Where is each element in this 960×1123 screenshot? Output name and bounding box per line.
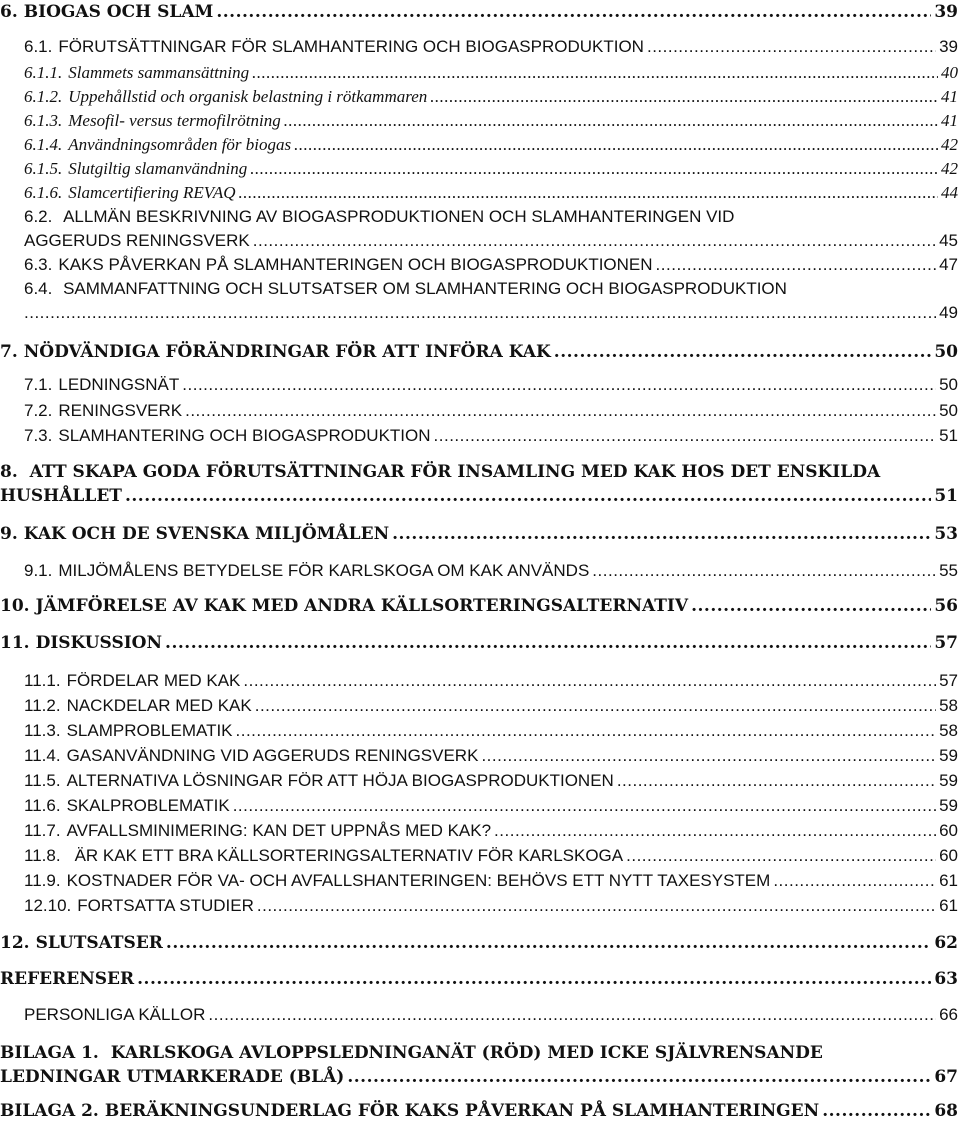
toc-number: 11. — [0, 633, 30, 653]
dot-leader — [253, 231, 936, 251]
toc-entry-6-1-6[interactable] — [24, 183, 960, 203]
toc-entry-6-1[interactable] — [24, 37, 960, 57]
toc-page-number: 41 — [941, 87, 958, 106]
dot-leader — [233, 796, 936, 816]
toc-entry-personal-sources[interactable] — [24, 1005, 960, 1025]
toc-page-number: 62 — [934, 933, 958, 953]
dot-leader — [24, 303, 936, 323]
toc-page-number: 58 — [939, 721, 958, 740]
toc-number: 6.2. — [24, 207, 53, 226]
toc-entry-12-10[interactable] — [24, 896, 960, 916]
toc-page-number: 57 — [939, 671, 958, 690]
dot-leader — [255, 696, 936, 716]
toc-number: 11.8. — [24, 846, 61, 865]
dot-leader — [626, 846, 936, 866]
toc-title: FÖRUTSÄTTNINGAR FÖR SLAMHANTERING OCH BIOGASPRODUKTION — [58, 37, 644, 56]
dot-leader — [243, 671, 936, 691]
toc-entry-appendix-2[interactable] — [0, 1101, 960, 1121]
toc-entry-references[interactable] — [0, 969, 960, 989]
toc-entry-6-3[interactable] — [24, 255, 960, 275]
toc-entry-chapter-6[interactable] — [0, 2, 960, 22]
toc-entry-9-1[interactable] — [24, 561, 960, 581]
toc-title: MILJÖMÅLENS BETYDELSE FÖR KARLSKOGA OM KAK ANVÄNDS — [58, 561, 590, 580]
toc-entry-7-1[interactable] — [24, 375, 960, 395]
dot-leader — [252, 63, 938, 83]
dot-leader — [554, 342, 932, 362]
toc-title: Uppehållstid och organisk belastning i rötkammaren — [68, 87, 428, 106]
toc-page-number: 66 — [939, 1005, 958, 1024]
toc-number: 11.7. — [24, 821, 61, 840]
dot-leader — [137, 969, 931, 989]
toc-title: FORTSATTA STUDIER — [77, 896, 254, 915]
toc-entry-11-6[interactable] — [24, 796, 960, 816]
toc-title: NÖDVÄNDIGA FÖRÄNDRINGAR FÖR ATT INFÖRA KAK — [23, 342, 551, 362]
toc-entry-6-1-4[interactable] — [24, 135, 960, 155]
toc-entry-6-1-3[interactable] — [24, 111, 960, 131]
toc-entry-11-3[interactable] — [24, 721, 960, 741]
toc-title: PERSONLIGA KÄLLOR — [24, 1005, 206, 1024]
toc-page-number: 58 — [939, 696, 958, 715]
toc-number: 6.1.4. — [24, 135, 63, 154]
toc-title: JÄMFÖRELSE AV KAK MED ANDRA KÄLLSORTERINGSALTERNATIV — [35, 596, 689, 616]
toc-title: KOSTNADER FÖR VA- OCH AVFALLSHANTERINGEN: BEHÖVS ETT NYTT TAXESYSTEM — [66, 871, 771, 890]
toc-number: 6.1. — [24, 37, 53, 56]
toc-entry-chapter-11[interactable] — [0, 633, 960, 653]
toc-page-number: 39 — [939, 37, 958, 56]
toc-title: NACKDELAR MED KAK — [66, 696, 252, 715]
toc-page-number: 57 — [934, 633, 958, 653]
toc-title: Slutgiltig slamanvändning — [68, 159, 248, 178]
toc-number: 12. — [0, 933, 30, 953]
dot-leader — [257, 896, 936, 916]
toc-page-number: 59 — [939, 771, 958, 790]
toc-title: GASANVÄNDNING VID AGGERUDS RENINGSVERK — [66, 746, 479, 765]
toc-page-number: 41 — [941, 111, 958, 130]
toc-number: 11.9. — [24, 871, 61, 890]
toc-page-number: 60 — [939, 821, 958, 840]
dot-leader — [392, 524, 931, 544]
toc-entry-chapter-10[interactable] — [0, 596, 960, 616]
toc-title: HUSHÅLLET — [0, 486, 122, 506]
toc-page-number: 42 — [941, 159, 958, 178]
toc-title: DISKUSSION — [35, 633, 163, 653]
toc-title: LEDNINGSNÄT — [58, 375, 180, 394]
toc-title: AVFALLSMINIMERING: KAN DET UPPNÅS MED KAK? — [66, 821, 492, 840]
toc-page-number: 42 — [941, 135, 958, 154]
dot-leader — [347, 1067, 931, 1087]
toc-number: 6.4. — [24, 279, 53, 298]
toc-number: 11.3. — [24, 721, 61, 740]
toc-number: 6.1.6. — [24, 183, 63, 202]
toc-title-line1: KARLSKOGA AVLOPPSLEDNINGANÄT (RÖD) MED ICKE SJÄLVRENSANDE — [110, 1043, 823, 1063]
toc-title: ALTERNATIVA LÖSNINGAR FÖR ATT HÖJA BIOGASPRODUKTIONEN — [66, 771, 614, 790]
toc-title: SLAMPROBLEMATIK — [66, 721, 233, 740]
toc-page-number: 51 — [934, 486, 958, 506]
toc-entry-6-1-2[interactable] — [24, 87, 960, 107]
toc-title: REFERENSER — [0, 969, 135, 989]
toc-number: 11.1. — [24, 671, 61, 690]
toc-number: 12.10. — [24, 896, 72, 915]
toc-number: BILAGA 1. — [0, 1043, 99, 1063]
dot-leader — [250, 159, 938, 179]
toc-title: LEDNINGAR UTMARKERADE (BLÅ) — [0, 1067, 345, 1087]
toc-number: 7. — [0, 342, 18, 362]
dot-leader — [430, 87, 938, 107]
toc-number: 7.1. — [24, 375, 53, 394]
toc-title: Användningsområden för biogas — [68, 135, 292, 154]
toc-number: 11.4. — [24, 746, 61, 765]
toc-title: Slamcertifiering REVAQ — [68, 183, 236, 202]
toc-entry-chapter-12[interactable] — [0, 933, 960, 953]
toc-entry-11-5[interactable] — [24, 771, 960, 791]
toc-title: ÄR KAK ETT BRA KÄLLSORTERINGSALTERNATIV FÖR KARLSKOGA — [74, 846, 624, 865]
toc-page-number: 50 — [934, 342, 958, 362]
toc-entry-6-2-line1[interactable] — [24, 207, 960, 227]
toc-entry-chapter-8-line1[interactable] — [0, 462, 960, 482]
toc-title: Slammets sammansättning — [68, 63, 250, 82]
toc-page-number: 59 — [939, 746, 958, 765]
dot-leader — [294, 135, 938, 155]
toc-page-number: 63 — [934, 969, 958, 989]
toc-entry-6-2[interactable] — [24, 231, 960, 251]
dot-leader — [822, 1101, 931, 1121]
toc-page-number: 51 — [939, 426, 958, 445]
toc-number: BILAGA 2. — [0, 1101, 99, 1121]
toc-number: 6. — [0, 2, 18, 22]
toc-title-line1: ALLMÄN BESKRIVNING AV BIOGASPRODUKTIONEN OCH SLAMHANTERINGEN VID — [63, 207, 735, 226]
toc-entry-11-8[interactable] — [24, 846, 960, 866]
toc-page-number: 45 — [939, 231, 958, 250]
toc-title: BERÄKNINGSUNDERLAG FÖR KAKS PÅVERKAN PÅ SLAMHANTERINGEN — [104, 1101, 820, 1121]
toc-title: BIOGAS OCH SLAM — [23, 2, 214, 22]
toc-entry-chapter-8[interactable] — [0, 486, 960, 506]
dot-leader — [216, 2, 931, 22]
dot-leader — [165, 633, 931, 653]
toc-page-number: 50 — [939, 375, 958, 394]
toc-number: 9. — [0, 524, 18, 544]
dot-leader — [592, 561, 936, 581]
toc-entry-6-1-5[interactable] — [24, 159, 960, 179]
toc-entry-7-3[interactable] — [24, 426, 960, 446]
dot-leader — [185, 401, 936, 421]
toc-page-number: 61 — [939, 871, 958, 890]
toc-number: 7.2. — [24, 401, 53, 420]
toc-page-number: 44 — [941, 183, 958, 202]
toc-number: 7.3. — [24, 426, 53, 445]
toc-title: Mesofil- versus termofilrötning — [68, 111, 281, 130]
dot-leader — [125, 486, 931, 506]
toc-page-number: 40 — [941, 63, 958, 82]
dot-leader — [494, 821, 936, 841]
dot-leader — [166, 933, 931, 953]
toc-entry-appendix-1-line1[interactable] — [0, 1043, 960, 1063]
toc-title: RENINGSVERK — [58, 401, 183, 420]
toc-page-number: 60 — [939, 846, 958, 865]
toc-entry-6-1-1[interactable] — [24, 63, 960, 83]
toc-entry-11-9[interactable] — [24, 871, 960, 891]
toc-number: 9.1. — [24, 561, 53, 580]
dot-leader — [182, 375, 936, 395]
toc-entry-6-4[interactable] — [24, 303, 960, 323]
dot-leader — [656, 255, 937, 275]
toc-page-number: 49 — [939, 303, 958, 322]
toc-number: 6.1.2. — [24, 87, 63, 106]
toc-title: SKALPROBLEMATIK — [66, 796, 230, 815]
dot-leader — [691, 596, 931, 616]
dot-leader — [617, 771, 936, 791]
toc-title: SLUTSATSER — [35, 933, 163, 953]
toc-number: 8. — [0, 462, 18, 482]
dot-leader — [481, 746, 936, 766]
toc-number: 11.6. — [24, 796, 61, 815]
toc-title-line1: ATT SKAPA GODA FÖRUTSÄTTNINGAR FÖR INSAMLING MED KAK HOS DET ENSKILDA — [29, 462, 881, 482]
toc-page-number: 53 — [934, 524, 958, 544]
toc-entry-appendix-1[interactable] — [0, 1067, 960, 1087]
toc-title: FÖRDELAR MED KAK — [66, 671, 241, 690]
toc-number: 10. — [0, 596, 30, 616]
toc-entry-6-4-line1[interactable] — [24, 279, 960, 299]
toc-page-number: 55 — [939, 561, 958, 580]
toc-entry-11-7[interactable] — [24, 821, 960, 841]
dot-leader — [284, 111, 938, 131]
toc-page-number: 61 — [939, 896, 958, 915]
dot-leader — [647, 37, 936, 57]
toc-title: AGGERUDS RENINGSVERK — [24, 231, 250, 250]
toc-number: 11.2. — [24, 696, 61, 715]
toc-page-number: 59 — [939, 796, 958, 815]
toc-title: SLAMHANTERING OCH BIOGASPRODUKTION — [58, 426, 431, 445]
toc-title: KAKS PÅVERKAN PÅ SLAMHANTERINGEN OCH BIOGASPRODUKTIONEN — [58, 255, 653, 274]
toc-entry-7-2[interactable] — [24, 401, 960, 421]
toc-number: 6.1.1. — [24, 63, 63, 82]
toc-number: 11.5. — [24, 771, 61, 790]
dot-leader — [236, 721, 937, 741]
toc-page-number: 47 — [939, 255, 958, 274]
toc-page-number: 67 — [934, 1067, 958, 1087]
toc-page-number: 39 — [934, 2, 958, 22]
dot-leader — [773, 871, 936, 891]
toc-entry-11-2[interactable] — [24, 696, 960, 716]
toc-page-number: 68 — [934, 1101, 958, 1121]
toc-entry-11-4[interactable] — [24, 746, 960, 766]
toc-number: 6.3. — [24, 255, 53, 274]
toc-page-number: 56 — [934, 596, 958, 616]
toc-number: 6.1.5. — [24, 159, 63, 178]
dot-leader — [434, 426, 937, 446]
toc-title-line1: SAMMANFATTNING OCH SLUTSATSER OM SLAMHANTERING OCH BIOGASPRODUKTION — [63, 279, 787, 298]
toc-entry-chapter-7[interactable] — [0, 342, 960, 362]
toc-number: 6.1.3. — [24, 111, 63, 130]
dot-leader — [208, 1005, 936, 1025]
toc-page-number: 50 — [939, 401, 958, 420]
toc-entry-11-1[interactable] — [24, 671, 960, 691]
toc-entry-chapter-9[interactable] — [0, 524, 960, 544]
dot-leader — [239, 183, 938, 203]
toc-title: KAK OCH DE SVENSKA MILJÖMÅLEN — [23, 524, 390, 544]
